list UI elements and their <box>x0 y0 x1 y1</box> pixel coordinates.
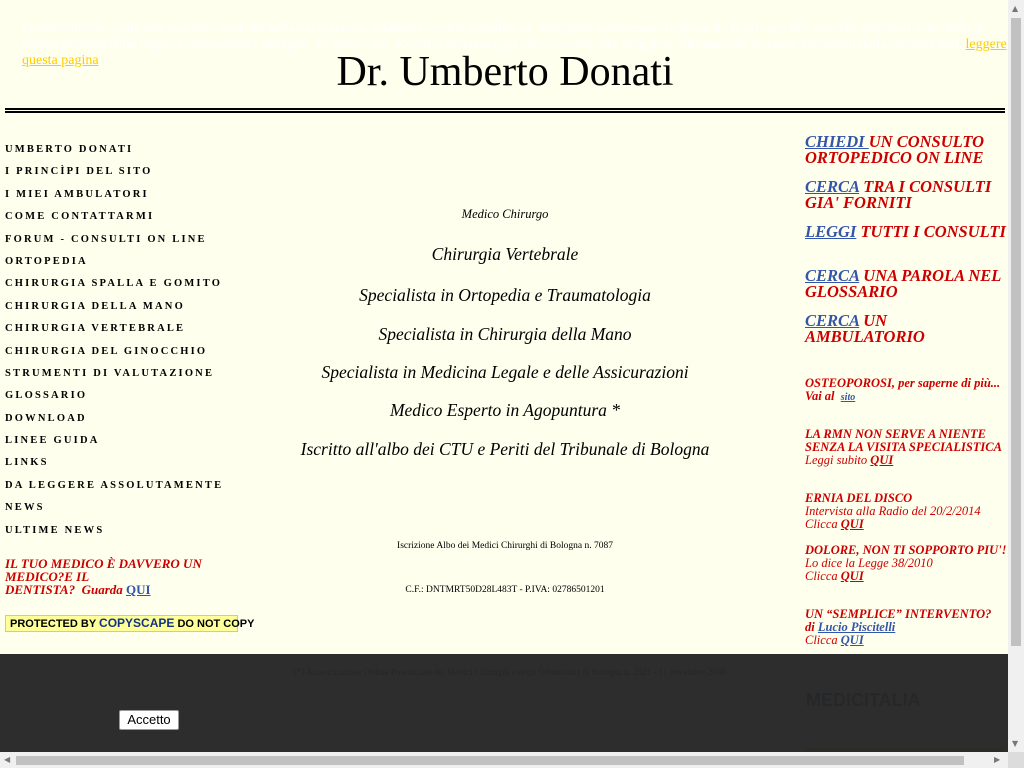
vertical-scroll-thumb[interactable] <box>1011 18 1021 646</box>
cookie-text: Questo sito raccoglie dati statistici anonimi sulla navigazione, mediante cookie installati da terze parti autorizzate, rispettando la privacy dei tuoi dati personali e secondo le norme previste dalla legge. Continuando a navigare su questo sito accetti il servizio e gli stessi cookie. Per maggiori informazioni su come escluderli dalla raccolta dati, <box>22 21 984 52</box>
title-rule-top <box>5 108 1005 110</box>
qualification: Chirurgia Vertebrale <box>431 244 579 264</box>
nav-item-ultime-news[interactable]: ULTIME NEWS <box>5 524 105 536</box>
news-osteoporosi <box>805 377 1008 404</box>
semplice-author-link[interactable]: Lucio Piscitelli <box>817 620 896 634</box>
dolore-title: DOLORE, NON TI SOPPORTO PIU'! <box>805 543 1007 557</box>
promo-guarda: Guarda <box>81 582 123 597</box>
qualification: Specialista in Ortopedia e Traumatologia <box>359 285 651 305</box>
qualification: Specialista in Medicina Legale e delle Assicurazioni <box>321 362 689 382</box>
nav-item-ambulatori[interactable]: I MIEI AMBULATORI <box>5 188 149 200</box>
nav-item-download[interactable]: DOWNLOAD <box>5 412 87 424</box>
ambulatorio-promo <box>805 313 1008 345</box>
leggi-link[interactable]: LEGGI <box>805 222 857 241</box>
cookie-info-link[interactable]: leggere questa pagina <box>22 37 1007 68</box>
semplice-qui-link[interactable]: QUI <box>840 633 864 647</box>
nav-item-links[interactable]: LINKS <box>5 457 49 469</box>
copyscape-badge[interactable] <box>5 615 255 632</box>
qualification: Specialista in Chirurgia della Mano <box>378 324 632 344</box>
dolore-qui-link[interactable]: QUI <box>840 569 864 583</box>
semplice-di: di <box>805 620 815 634</box>
copyscape-prefix: PROTECTED BY <box>10 618 96 630</box>
ernia-title: ERNIA DEL DISCO <box>805 491 913 505</box>
horizontal-scroll-thumb[interactable] <box>16 756 964 765</box>
nav-item-news[interactable]: NEWS <box>5 502 45 514</box>
promo-qui-link[interactable]: QUI <box>126 582 151 597</box>
consult-promo <box>805 134 1008 166</box>
nav-item-spalla-gomito[interactable]: CHIRURGIA SPALLA E GOMITO <box>5 278 223 290</box>
nav-item-forum[interactable]: FORUM - CONSULTI ON LINE <box>5 233 207 245</box>
nav-item-ortopedia[interactable]: ORTOPEDIA <box>5 255 88 267</box>
scrollbar-corner <box>1008 752 1024 768</box>
scroll-down-icon[interactable]: ▼ <box>1012 739 1019 748</box>
ernia-clicca: Clicca <box>805 517 838 531</box>
nav-item-contattarmi[interactable]: COME CONTATTARMI <box>5 211 155 223</box>
qualification: Medico Esperto in Agopuntura * <box>389 400 621 420</box>
osteo-sub: Vai al <box>805 389 835 403</box>
promo-line-2: MEDICO?E IL <box>5 569 90 584</box>
consult-text: UN CONSULTO ORTOPEDICO ON LINE <box>805 132 985 167</box>
news-semplice <box>805 608 1008 647</box>
osteo-title: OSTEOPOROSI, per saperne di più... <box>805 376 1001 390</box>
chiedi-link[interactable]: CHIEDI <box>805 132 869 151</box>
cookie-message <box>22 21 1008 69</box>
scroll-up-icon[interactable]: ▲ <box>1012 4 1019 13</box>
semplice-title: UN “SEMPLICE” INTERVENTO? <box>805 607 992 621</box>
nav-item-ginocchio[interactable]: CHIRURGIA DEL GINOCCHIO <box>5 345 208 357</box>
nav-item-glossario[interactable]: GLOSSARIO <box>5 390 88 402</box>
cerca-consulti-link[interactable]: CERCA <box>805 177 860 196</box>
cookie-after-link: . <box>98 53 103 68</box>
semplice-clicca: Clicca <box>805 633 838 647</box>
rmn-qui-link[interactable]: QUI <box>870 453 894 467</box>
glossary-text: UNA PAROLA NEL GLOSSARIO <box>805 266 1001 301</box>
read-consults-promo <box>805 224 1008 240</box>
read-consults-text: TUTTI I CONSULTI <box>856 222 1006 241</box>
dentist-promo <box>5 557 245 596</box>
rmn-title: LA RMN NON SERVE A NIENTE SENZA LA VISITA SPECIALISTICA <box>805 427 1002 454</box>
dolore-clicca: Clicca <box>805 569 838 583</box>
cerca-glossario-link[interactable]: CERCA <box>805 266 860 285</box>
horizontal-scrollbar[interactable] <box>0 752 1008 768</box>
copyscape-suffix: DO NOT COPY <box>177 618 255 630</box>
copyscape-brand: COPYSCAPE <box>99 616 175 630</box>
search-consults-promo <box>805 179 1008 211</box>
dolore-sub: Lo dice la Legge 38/2010 <box>805 556 933 570</box>
promo-line-1: IL TUO MEDICO È DAVVERO UN <box>5 556 202 571</box>
nav-item-vertebrale[interactable]: CHIRURGIA VERTEBRALE <box>5 323 186 335</box>
tax-info: C.F.: DNTMRT50D28L483T - P.IVA: 02786501201 <box>405 585 605 595</box>
ambulatorio-text: UN AMBULATORIO <box>805 311 925 346</box>
nav-item-mano[interactable]: CHIRURGIA DELLA MANO <box>5 300 185 312</box>
news-ernia <box>805 492 1008 531</box>
page-title: Dr. Umberto Donati <box>336 49 674 95</box>
vertical-scrollbar[interactable] <box>1008 0 1024 752</box>
search-consults-text: TRA I CONSULTI GIA' FORNITI <box>805 177 992 212</box>
nav-item-strumenti[interactable]: STRUMENTI DI VALUTAZIONE <box>5 367 215 379</box>
accept-cookies-button[interactable]: Accetto <box>119 710 179 730</box>
nav-item-principi[interactable]: I PRINCÌPI DEL SITO <box>5 166 153 178</box>
title-rule-bottom <box>5 111 1005 113</box>
nav-item-da-leggere[interactable]: DA LEGGERE ASSOLUTAMENTE <box>5 479 224 491</box>
subtitle: Medico Chirurgo <box>461 207 549 221</box>
cookie-banner <box>0 654 1008 752</box>
news-dolore <box>805 544 1008 583</box>
osteo-sito-link[interactable]: sito <box>840 392 856 403</box>
promo-line-3: DENTISTA? <box>5 582 76 597</box>
nav-item-umberto-donati[interactable]: UMBERTO DONATI <box>5 144 134 155</box>
rmn-sub: Leggi subito <box>805 453 868 467</box>
nav-item-linee-guida[interactable]: LINEE GUIDA <box>5 435 100 447</box>
main-nav <box>5 143 250 546</box>
ernia-sub: Intervista alla Radio del 20/2/2014 <box>805 504 981 518</box>
scroll-right-icon[interactable]: ▶ <box>994 755 1001 764</box>
scroll-left-icon[interactable]: ◀ <box>4 755 11 764</box>
glossary-promo <box>805 268 1008 300</box>
cerca-ambulatorio-link[interactable]: CERCA <box>805 311 860 330</box>
news-rmn <box>805 428 1008 467</box>
qualification: Iscritto all'albo dei CTU e Periti del Tribunale di Bologna <box>300 439 710 459</box>
ernia-qui-link[interactable]: QUI <box>840 517 864 531</box>
registration-info: Iscrizione Albo dei Medici Chirurghi di Bologna n. 7087 <box>397 541 613 551</box>
